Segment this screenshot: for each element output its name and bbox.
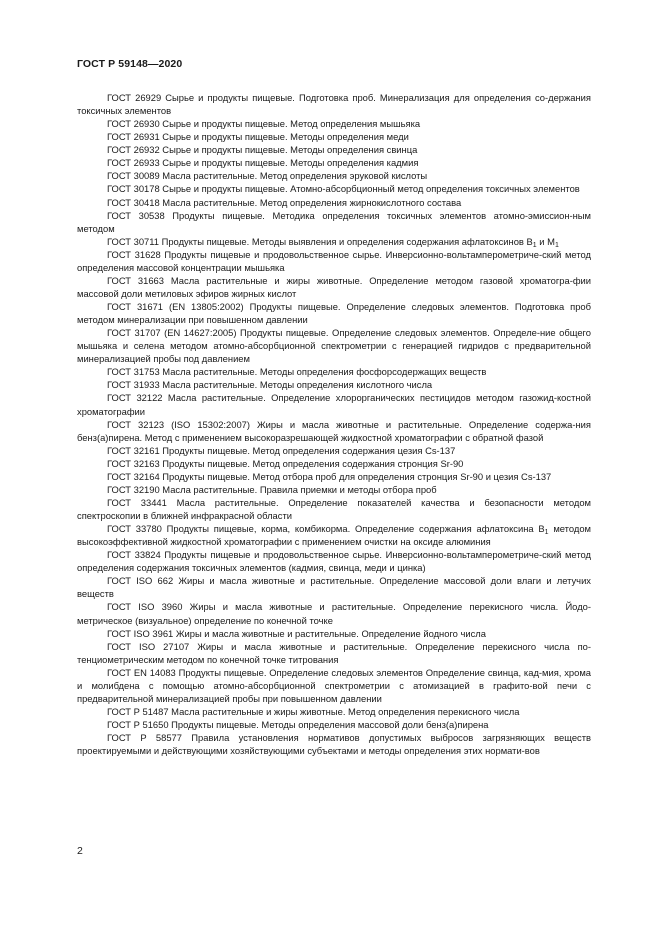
reference-text: ГОСТ ISO 3960 Жиры и масла животные и растительные. Определение перекисного числа. Йодо-метрическое (визуальное) определение по конечной точке (77, 601, 591, 626)
reference-subscript: 1 (554, 241, 559, 249)
reference-text: ГОСТ 31753 Масла растительные. Методы определения фосфорсодержащих веществ (107, 366, 487, 378)
reference-text: ГОСТ 32122 Масла растительные. Определение хлорорганических пестицидов методом газожид-костной хроматографии (77, 392, 591, 417)
reference-text: ГОСТ 30178 Сырье и продукты пищевые. Атомно-абсорбционный метод определения токсичных элементов (107, 183, 580, 195)
reference-text-continued: и M (536, 235, 555, 247)
reference-text: ГОСТ 30538 Продукты пищевые. Методика определения токсичных элементов атомно-эмиссион-ным методом (77, 209, 591, 234)
reference-text: ГОСТ 26930 Сырье и продукты пищевые. Метод определения мышьяка (107, 118, 421, 130)
reference-item (77, 418, 591, 444)
reference-subscript: 1 (532, 241, 537, 249)
reference-item (77, 627, 591, 640)
reference-item (77, 483, 591, 496)
reference-text: ГОСТ 31628 Продукты пищевые и продовольственное сырье. Инверсионно-вольтамперометриче-ский метод определения массовой концентрации мышьяка (77, 248, 591, 273)
reference-item (77, 731, 591, 757)
reference-text: ГОСТ 32164 Продукты пищевые. Метод отбора проб для определения стронция Sr-90 и цезия Cs-137 (107, 470, 552, 482)
reference-text: ГОСТ 33780 Продукты пищевые, корма, комбикорма. Определение содержания афлатоксина B (107, 523, 545, 535)
reference-text: ГОСТ Р 51650 Продукты пищевые. Методы определения массовой доли бенз(а)пирена (107, 719, 489, 730)
reference-text: ГОСТ ISO 27107 Жиры и масла животные и растительные. Определение перекисного числа по-тенциометрическим методом по конечной точке титрования (77, 640, 591, 665)
reference-item (77, 574, 591, 600)
reference-text: ГОСТ 32123 (ISO 15302:2007) Жиры и масла животные и растительные. Определение содержа-ния бенз(а)пирена. Метод с применением высокоразрешающей жидкостной хроматографии с обратной фазой (77, 418, 591, 443)
reference-text: ГОСТ 30418 Масла растительные. Метод определения жирнокислотного состава (107, 196, 462, 208)
document-header: ГОСТ Р 59148—2020 (77, 58, 183, 70)
reference-item (77, 326, 591, 365)
reference-item (77, 117, 591, 130)
reference-item (77, 156, 591, 169)
reference-text-continued: методом высокоэффективной жидкостной хроматографии с применением очистки на оксиде алюминия (77, 523, 591, 548)
reference-item (77, 182, 591, 195)
reference-item (77, 274, 591, 300)
reference-item (77, 666, 591, 705)
reference-text: ГОСТ Р 51487 Масла растительные и жиры животные. Метод определения перекисного числа (107, 705, 520, 717)
reference-item (77, 391, 591, 417)
normative-references-list (77, 91, 591, 757)
reference-item (77, 196, 591, 209)
reference-item (77, 169, 591, 182)
reference-item (77, 300, 591, 326)
reference-text: ГОСТ 31671 (EN 13805:2002) Продукты пищевые. Определение следовых элементов. Подготовка проб методом минерализации при повышенном давлении (77, 301, 591, 326)
reference-text: ГОСТ EN 14083 Продукты пищевые. Определение следовых элементов Определение свинца, кад-мия, хрома и молибдена с помощью атомно-абсорбционной спектрометрии с атомизацией в графито-вой печи с предварительной минерализацией пробы при повышенном давлении (77, 666, 591, 704)
reference-text: ГОСТ ISO 3961 Жиры и масла животные и растительные. Определение йодного числа (107, 627, 486, 639)
reference-text: ГОСТ 30089 Масла растительные. Метод определения эруковой кислоты (107, 170, 428, 182)
reference-item (77, 705, 591, 718)
reference-text: ГОСТ 33824 Продукты пищевые и продовольственное сырье. Инверсионно-вольтамперометриче-ский метод определения содержания токсичных элементов (кадмия, свинца, меди и цинка) (77, 549, 591, 574)
reference-item (77, 600, 591, 626)
page-number: 2 (77, 845, 83, 857)
reference-item (77, 444, 591, 457)
reference-item (77, 209, 591, 235)
reference-text: ГОСТ ISO 662 Жиры и масла животные и растительные. Определение массовой доли влаги и летучих веществ (77, 575, 591, 600)
reference-text: ГОСТ 30711 Продукты пищевые. Методы выявления и определения содержания афлатоксинов B (107, 235, 533, 247)
reference-item (77, 248, 591, 274)
reference-item (77, 143, 591, 156)
reference-text: ГОСТ 26933 Сырье и продукты пищевые. Методы определения кадмия (107, 157, 419, 169)
reference-item (77, 378, 591, 391)
reference-subscript: 1 (544, 529, 549, 537)
reference-item (77, 718, 591, 731)
reference-item (77, 522, 591, 548)
reference-text: ГОСТ 33441 Масла растительные. Определение показателей качества и безопасности методом спектроскопии в ближней инфракрасной области (77, 496, 591, 521)
reference-text: ГОСТ 31663 Масла растительные и жиры животные. Определение методом газовой хроматогра-фии массовой доли метиловых эфиров жирных кислот (77, 274, 591, 299)
reference-item (77, 235, 591, 248)
reference-item (77, 457, 591, 470)
reference-text: ГОСТ 31707 (EN 14627:2005) Продукты пищевые. Определение следовых элементов. Определе-ние общего мышьяка и селена методом атомно-абсорбционной спектрометрии с генерацией гидридов с предварительной минерализацией пробы под давлением (77, 327, 591, 365)
reference-text: ГОСТ 32190 Масла растительные. Правила приемки и методы отбора проб (107, 483, 437, 495)
reference-item (77, 496, 591, 522)
reference-text: ГОСТ 32163 Продукты пищевые. Метод определения содержания стронция Sr-90 (107, 457, 464, 469)
reference-text: ГОСТ 26931 Сырье и продукты пищевые. Методы определения меди (107, 131, 409, 143)
reference-text: ГОСТ 26929 Сырье и продукты пищевые. Подготовка проб. Минерализация для определения со-держания токсичных элементов (77, 92, 591, 117)
reference-item (77, 640, 591, 666)
reference-text: ГОСТ 26932 Сырье и продукты пищевые. Методы определения свинца (107, 144, 418, 156)
reference-text: ГОСТ 32161 Продукты пищевые. Метод определения содержания цезия Cs-137 (107, 444, 456, 456)
reference-text: ГОСТ 31933 Масла растительные. Методы определения кислотного числа (107, 379, 433, 391)
reference-item (77, 470, 591, 483)
reference-item (77, 365, 591, 378)
reference-item (77, 548, 591, 574)
reference-item (77, 130, 591, 143)
reference-item (77, 91, 591, 117)
reference-text: ГОСТ Р 58577 Правила установления нормативов допустимых выбросов загрязняющих веществ проектируемыми и действующими хозяйствующими субъектами и методы определения этих нормати-вов (77, 732, 591, 757)
